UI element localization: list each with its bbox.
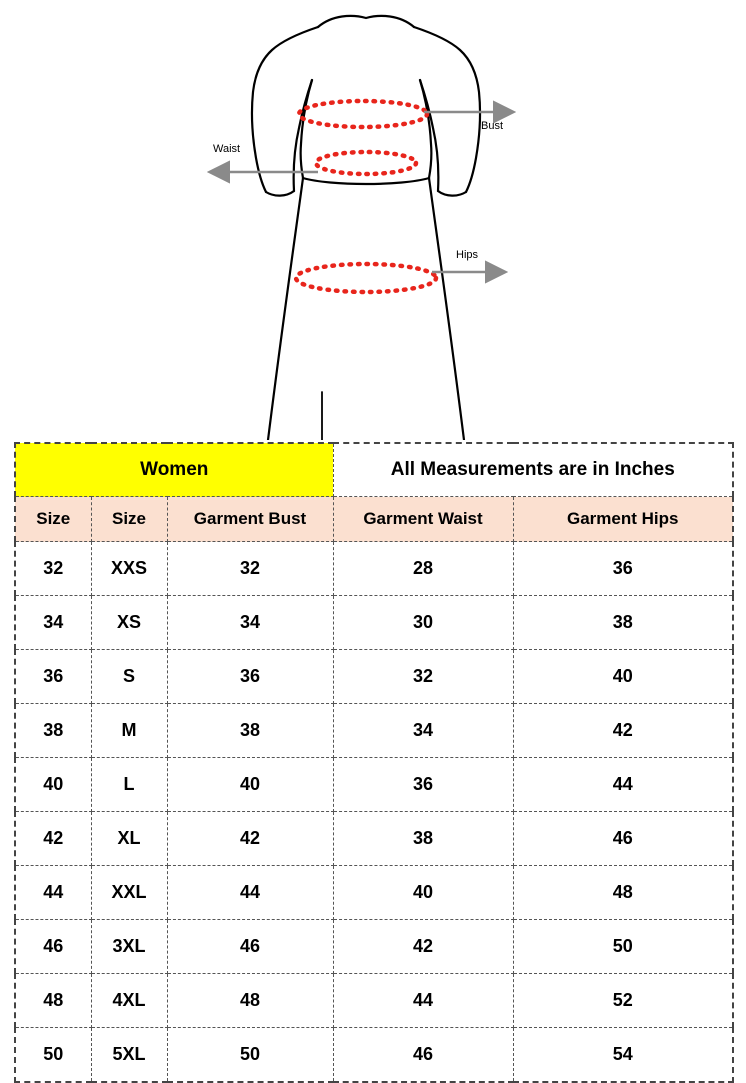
cell-bust: 40 — [167, 758, 333, 812]
cell-size-numeric: 38 — [15, 704, 91, 758]
cell-size-numeric: 50 — [15, 1028, 91, 1083]
cell-waist: 46 — [333, 1028, 513, 1083]
cell-hips: 38 — [513, 596, 733, 650]
cell-hips: 52 — [513, 974, 733, 1028]
hips-measure-ellipse — [296, 264, 436, 292]
hips-label: Hips — [456, 249, 479, 261]
size-chart-table — [14, 442, 734, 1083]
cell-bust: 36 — [167, 650, 333, 704]
cell-bust: 38 — [167, 704, 333, 758]
cell-hips: 50 — [513, 920, 733, 974]
cell-size-alpha: XL — [91, 812, 167, 866]
cell-bust: 50 — [167, 1028, 333, 1083]
table-row — [15, 974, 733, 1028]
waist-measure-ellipse — [316, 152, 416, 174]
table-row — [15, 1028, 733, 1083]
cell-hips: 42 — [513, 704, 733, 758]
cell-size-numeric: 32 — [15, 542, 91, 596]
cell-waist: 34 — [333, 704, 513, 758]
dress-outline — [252, 16, 480, 440]
cell-hips: 48 — [513, 866, 733, 920]
cell-waist: 42 — [333, 920, 513, 974]
cell-hips: 36 — [513, 542, 733, 596]
column-header-garment-hips: Garment Hips — [513, 497, 733, 542]
table-header-row — [15, 497, 733, 542]
cell-bust: 46 — [167, 920, 333, 974]
bust-measure-ellipse — [299, 101, 427, 127]
size-chart-table-wrap — [14, 442, 732, 1083]
cell-bust: 48 — [167, 974, 333, 1028]
bust-label: Bust — [481, 120, 504, 132]
table-row — [15, 596, 733, 650]
cell-size-alpha: XXL — [91, 866, 167, 920]
column-header-garment-waist: Garment Waist — [333, 497, 513, 542]
table-row — [15, 866, 733, 920]
table-row — [15, 758, 733, 812]
cell-waist: 32 — [333, 650, 513, 704]
cell-hips: 54 — [513, 1028, 733, 1083]
table-row — [15, 704, 733, 758]
cell-size-numeric: 46 — [15, 920, 91, 974]
cell-hips: 46 — [513, 812, 733, 866]
table-row — [15, 812, 733, 866]
column-header-size-numeric: Size — [15, 497, 91, 542]
cell-size-alpha: S — [91, 650, 167, 704]
cell-size-alpha: M — [91, 704, 167, 758]
cell-size-numeric: 34 — [15, 596, 91, 650]
title-measurements: All Measurements are in Inches — [333, 443, 733, 497]
waist-label: Waist — [213, 143, 241, 155]
cell-bust: 42 — [167, 812, 333, 866]
cell-hips: 40 — [513, 650, 733, 704]
cell-waist: 30 — [333, 596, 513, 650]
dress-illustration — [0, 0, 746, 440]
cell-size-numeric: 42 — [15, 812, 91, 866]
table-row — [15, 920, 733, 974]
table-row — [15, 650, 733, 704]
cell-waist: 40 — [333, 866, 513, 920]
cell-bust: 44 — [167, 866, 333, 920]
cell-size-alpha: XS — [91, 596, 167, 650]
cell-size-numeric: 44 — [15, 866, 91, 920]
cell-waist: 38 — [333, 812, 513, 866]
cell-waist: 28 — [333, 542, 513, 596]
table-row — [15, 542, 733, 596]
cell-size-numeric: 48 — [15, 974, 91, 1028]
column-header-size-alpha: Size — [91, 497, 167, 542]
cell-size-numeric: 36 — [15, 650, 91, 704]
measurement-figure — [0, 0, 746, 440]
cell-size-alpha: 3XL — [91, 920, 167, 974]
cell-size-numeric: 40 — [15, 758, 91, 812]
table-title-row — [15, 443, 733, 497]
column-header-garment-bust: Garment Bust — [167, 497, 333, 542]
cell-size-alpha: XXS — [91, 542, 167, 596]
cell-size-alpha: 5XL — [91, 1028, 167, 1083]
cell-size-alpha: L — [91, 758, 167, 812]
cell-bust: 32 — [167, 542, 333, 596]
title-women: Women — [15, 443, 333, 497]
cell-waist: 44 — [333, 974, 513, 1028]
cell-waist: 36 — [333, 758, 513, 812]
cell-bust: 34 — [167, 596, 333, 650]
cell-size-alpha: 4XL — [91, 974, 167, 1028]
cell-hips: 44 — [513, 758, 733, 812]
